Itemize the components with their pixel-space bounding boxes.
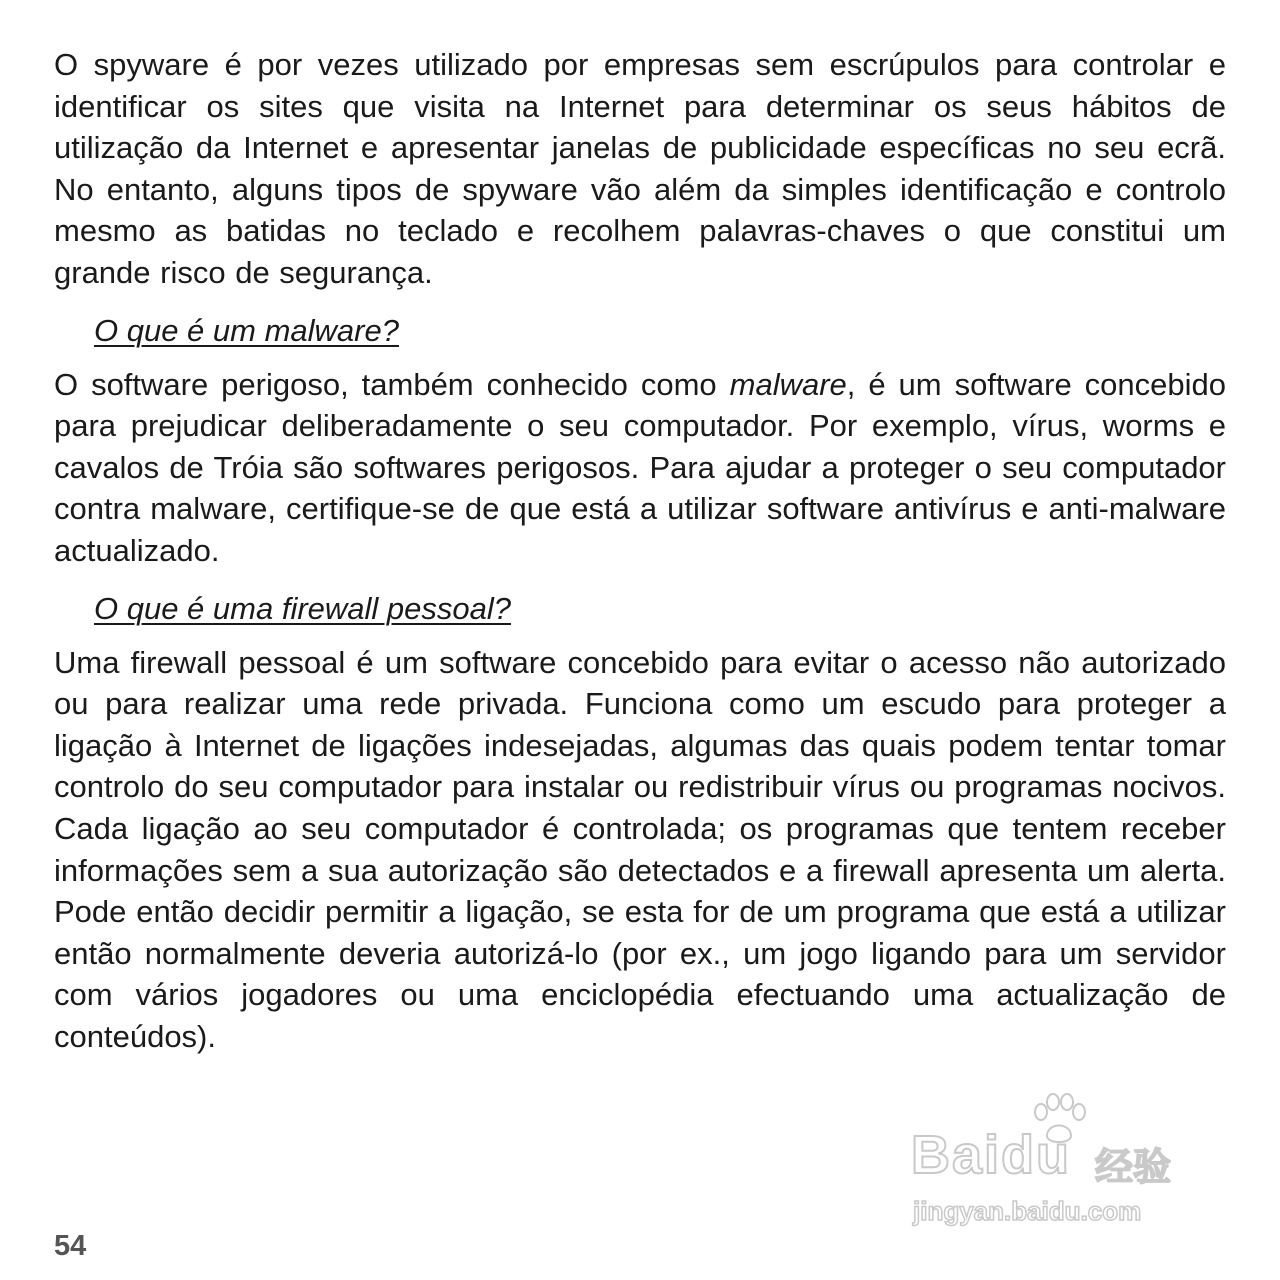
page-number: 54 <box>54 1230 87 1262</box>
heading-firewall: O que é uma firewall pessoal? <box>94 590 512 626</box>
baidu-watermark <box>905 1092 1205 1232</box>
paragraph-malware <box>54 364 1226 572</box>
heading-malware: O que é um malware? <box>94 312 399 348</box>
paragraph-spyware: O spyware é por vezes utilizado por empresas sem escrúpulos para controlar e identificar os sites que visita na Internet para determinar os seus hábitos de utilização da Internet e apresentar janelas de publicidade específicas no seu ecrã. No entanto, alguns tipos de spyware vão além da simples identificação e controlo mesmo as batidas no teclado e recolhem palavras-chaves o que constitui um grande risco de segurança. <box>54 47 1226 290</box>
watermark-brand-cn: 经验 <box>1095 1147 1172 1189</box>
malware-term: malware <box>729 366 847 402</box>
document-page <box>54 44 1226 1057</box>
watermark-brand: Baidu <box>911 1125 1072 1185</box>
paragraph-firewall: Uma firewall pessoal é um software concebido para evitar o acesso não autorizado ou para realizar uma rede privada. Funciona como um escudo para proteger a ligação à Internet de ligações indesejadas, algumas das quais podem tentar tomar controlo do seu computador para instalar ou redistribuir vírus ou programas nocivos. Cada ligação ao seu computador é controlada; os programas que tentem receber informações sem a sua autorização são detectados e a firewall apresenta um alerta. Pode então decidir permitir a ligação, se esta for de um programa que está a utilizar então normalmente deveria autorizá-lo (por ex., um jogo ligando para um servidor com vários jogadores ou uma enciclopédia efectuando uma actualização de conteúdos). <box>54 644 1226 1054</box>
malware-text-start: O software perigoso, também conhecido como <box>54 366 730 402</box>
watermark-url: jingyan.baidu.com <box>913 1196 1142 1226</box>
malware-text-end: , é um software concebido para prejudicar deliberadamente o seu computador. Por exemplo, vírus, worms e cavalos de Tróia são softwares perigosos. Para ajudar a proteger o seu computador contra malware, certifique-se de que está a utilizar software antivírus e anti-malware actualizado. <box>54 366 1227 568</box>
